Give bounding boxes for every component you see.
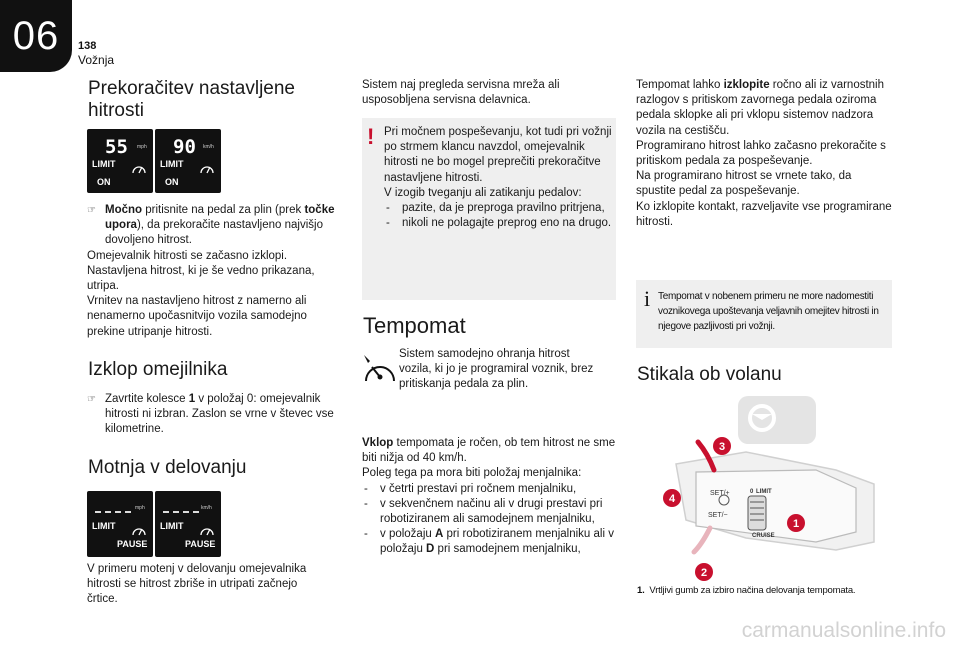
label-set-minus: SET/−: [708, 512, 728, 519]
paragraph: Programirano hitrost lahko začasno prekoračite s pritiskom pedala za pospeševanje.: [636, 139, 886, 168]
warning-box: [362, 118, 616, 300]
label-cruise: CRUISE: [752, 533, 775, 539]
dash-item: - pazite, da je preproga pravilno pritrjena,: [386, 202, 605, 215]
heading-limiter-off: Izklop omejilnika: [88, 359, 228, 380]
display-unit: km/h: [203, 144, 214, 150]
display-state: ON: [165, 177, 179, 187]
info-box: [636, 280, 892, 348]
paragraph: Tempomat lahko izklopite ročno ali iz varnostnih razlogov s pritiskom zavornega pedala oziroma pedala sklopke ali pri vklopu sistemov nadzora vozila na cestišču.: [636, 79, 885, 137]
info-text: Tempomat v nobenem primeru ne more nadomestiti voznikovega upoštevanja veljavnih omejitev hitrosti in njegove pazljivosti pri vožnji.: [658, 291, 879, 332]
text: Zavrtite kolesce: [105, 393, 189, 405]
display-panel-kmh-pause: [155, 491, 221, 557]
caption: [637, 585, 855, 596]
steering-stalk-diagram: [636, 392, 892, 587]
display-state: ON: [97, 177, 111, 187]
text: tempomata je ročen, ob tem hitrost ne sme biti nižja od 40 km/h.: [362, 437, 616, 465]
display-panel-kmh-on: [155, 129, 221, 193]
speedometer-icon: [131, 161, 147, 175]
label-set-plus: SET/+: [710, 490, 730, 497]
bullet-arrow-icon: ☞: [87, 205, 96, 216]
dash-item: - v sekvenčnem načinu ali v drugi prestavi pri robotiziranem ali samodejnem menjalniku,: [364, 497, 603, 526]
steering-wheel-icon: [738, 396, 816, 444]
display-limit-label: LIMIT: [92, 521, 116, 531]
service-text: Sistem naj pregleda servisna mreža ali usposobljena servisna delavnica.: [362, 79, 560, 107]
marker-3: [713, 437, 731, 455]
bold-text: Močno: [105, 204, 143, 216]
paragraph: Omejevalnik hitrosti se začasno izklopi.: [87, 249, 288, 262]
display-limit-label: LIMIT: [160, 521, 184, 531]
display-unit: km/h: [201, 505, 212, 511]
svg-text:4: 4: [668, 493, 676, 505]
bold-text: točke upora: [105, 204, 335, 232]
paragraph: V izogib tveganju ali zatikanju pedalov:: [384, 186, 582, 199]
display-speed: 55: [105, 136, 128, 158]
display-state: PAUSE: [185, 539, 216, 549]
paragraph: Nastavljena hitrost, ki je še vedno prikazana, utripa.: [87, 264, 315, 293]
dash-item: - v četrti prestavi pri ročnem menjalniku,: [364, 482, 577, 495]
malfunction-text: V primeru motenj v delovanju omejevalnika hitrosti se hitrost zbriše in utripati začnejo črtice.: [87, 563, 307, 606]
heading-cruise-control: Tempomat: [363, 313, 466, 338]
text: v položaj 0: omejevalnik hitrosti ni izbran. Zaslon se vrne v števec vse kilometrine.: [105, 393, 334, 436]
paragraph: Poleg tega pa mora biti položaj menjalnika:: [362, 467, 582, 480]
exceed-bullet: [87, 203, 335, 249]
chapter-number: 06: [12, 14, 60, 58]
bold-text: Vklop: [362, 437, 394, 449]
deactivation-text: [636, 78, 894, 230]
paragraph: [362, 436, 616, 466]
display-state: PAUSE: [117, 539, 148, 549]
svg-text:3: 3: [718, 441, 726, 453]
cruise-control-icon: [362, 353, 398, 385]
limiter-off-bullet: [87, 392, 337, 438]
label-limit: LIMIT: [756, 489, 772, 495]
warning-text: [384, 125, 614, 231]
display-dashes: [163, 511, 199, 516]
page-number: 138: [78, 40, 97, 52]
text: pritisnite na pedal za plin (prek: [142, 204, 305, 216]
heading-steering-controls: Stikala ob volanu: [637, 364, 782, 385]
exceed-text-block: [87, 203, 335, 340]
activation-text: [362, 436, 616, 558]
watermark: carmanualsonline.info: [741, 619, 946, 642]
caption-text: Vrtljivi gumb za izbiro načina delovanja tempomata.: [649, 585, 856, 596]
paragraph: Pri močnem pospeševanju, kot tudi pri vožnji po strmem klancu navzdol, omejevalnik hitrosti ne bo mogel preprečiti prekoračitve nastavljene hitrosti.: [384, 126, 612, 184]
speedometer-icon: [199, 523, 215, 537]
cruise-intro: Sistem samodejno ohranja hitrost vozila, ki jo je programiral voznik, brez pritiskanja pedala za plin.: [399, 348, 594, 391]
display-panel-mph-on: [87, 129, 153, 193]
paragraph: Na programirano hitrost se vrnete tako, da spustite pedal za pospeševanje.: [636, 170, 852, 198]
display-panel-mph-pause: [87, 491, 153, 557]
heading-malfunction: Motnja v delovanju: [88, 457, 247, 478]
svg-text:1: 1: [792, 518, 800, 530]
display-limit-label: LIMIT: [160, 159, 184, 169]
display-unit: mph: [135, 505, 145, 511]
display-unit: mph: [137, 144, 147, 150]
dash-item: - v položaju A pri robotiziranem menjalniku ali v položaju D pri samodejnem menjalniku,: [364, 528, 614, 556]
label-zero: 0: [750, 489, 754, 495]
text: ), da prekoračite nastavljeno najvišjo dovoljeno hitrost.: [105, 219, 323, 247]
caption-number: 1.: [637, 585, 645, 596]
display-speed: 90: [173, 136, 196, 158]
dash-item: - nikoli ne polagajte preprog eno na drugo.: [386, 217, 612, 230]
bullet-arrow-icon: ☞: [87, 394, 96, 405]
display-limit-label: LIMIT: [92, 159, 116, 169]
info-icon: i: [644, 286, 651, 311]
marker-4: [663, 489, 681, 507]
marker-1: [787, 514, 805, 532]
heading-speed-exceed: Prekoračitev nastavljene hitrosti: [88, 78, 295, 121]
speedometer-icon: [131, 523, 147, 537]
bold-text: 1: [188, 393, 196, 405]
display-dashes: [95, 511, 131, 516]
speedometer-icon: [199, 161, 215, 175]
svg-text:2: 2: [700, 567, 708, 579]
warning-icon: !: [367, 124, 375, 149]
section-name: Vožnja: [78, 53, 115, 67]
arrow-icon: [694, 528, 710, 552]
paragraph: Ko izklopite kontakt, razveljavite vse programirane hitrosti.: [636, 200, 892, 228]
paragraph: Vrnitev na nastavljeno hitrost z namerno ali nenamerno upočasnitvijo vozila samodejno prekine utripanje hitrosti.: [87, 295, 307, 338]
marker-2: [695, 563, 713, 581]
